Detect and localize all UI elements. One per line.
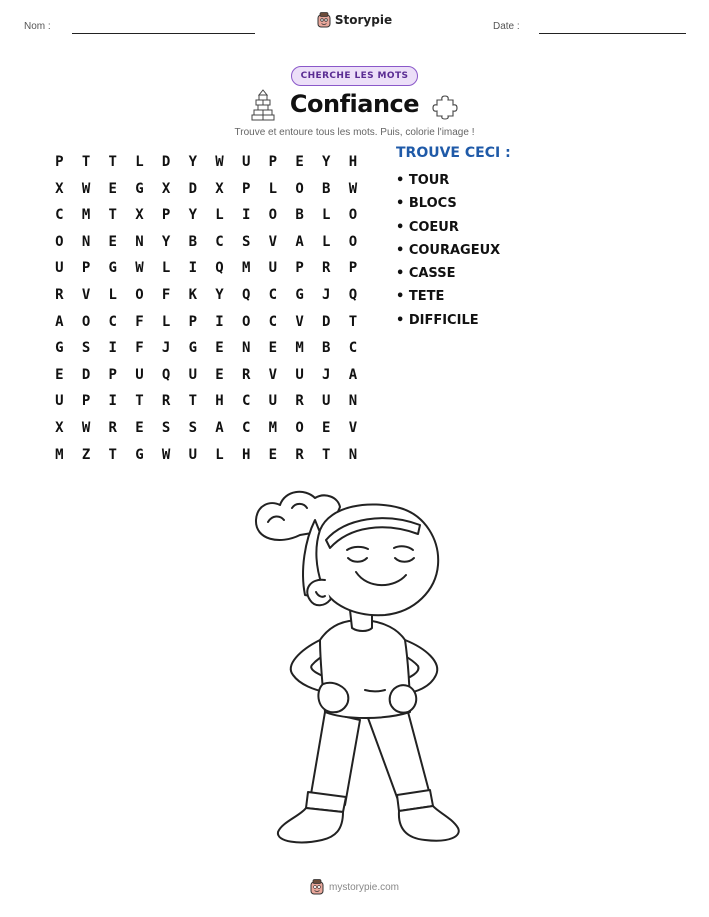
grid-cell[interactable]: D <box>322 313 331 330</box>
grid-cell[interactable]: I <box>188 260 197 277</box>
grid-cell[interactable]: W <box>135 260 144 277</box>
grid-cell[interactable]: I <box>108 393 117 410</box>
grid-cell[interactable]: X <box>161 180 171 197</box>
grid-cell[interactable]: U <box>322 393 331 410</box>
grid-cell[interactable]: W <box>215 154 224 170</box>
grid-cell[interactable]: T <box>322 446 331 463</box>
grid-cell[interactable]: V <box>295 313 304 330</box>
grid-cell[interactable]: U <box>295 366 304 383</box>
grid-cell[interactable]: B <box>322 180 331 197</box>
word-list-title: TROUVE CECI : <box>396 145 511 161</box>
footer-url: mystorypie.com <box>328 881 399 893</box>
grid-cell[interactable]: P <box>348 260 358 277</box>
brand-name: Storypie <box>334 13 393 27</box>
grid-cell[interactable]: Q <box>241 286 251 303</box>
grid-cell[interactable]: W <box>348 180 358 197</box>
grid-cell[interactable]: R <box>161 393 171 410</box>
grid-cell[interactable]: E <box>215 366 224 383</box>
grid-cell[interactable]: J <box>322 366 331 383</box>
grid-cell[interactable]: U <box>188 366 197 383</box>
grid-cell[interactable]: P <box>161 207 171 224</box>
grid-cell[interactable]: B <box>188 233 197 250</box>
grid-cell[interactable]: F <box>135 340 144 357</box>
grid-cell[interactable]: S <box>161 419 171 436</box>
grid-cell[interactable]: C <box>55 207 64 224</box>
grid-cell[interactable]: S <box>241 233 251 250</box>
grid-cell[interactable]: U <box>268 260 278 277</box>
grid-cell[interactable]: T <box>348 313 358 330</box>
page-title: Confiance <box>289 90 420 118</box>
grid-cell[interactable]: C <box>215 233 224 250</box>
grid-cell[interactable]: T <box>188 393 197 410</box>
grid-cell[interactable]: Q <box>161 366 171 383</box>
grid-cell[interactable]: T <box>135 393 144 410</box>
grid-cell[interactable]: D <box>161 154 171 170</box>
grid-cell[interactable]: I <box>241 207 251 224</box>
word-item: • COURAGEUX <box>396 242 501 258</box>
grid-cell[interactable]: E <box>268 446 278 463</box>
grid-cell[interactable]: U <box>135 366 144 383</box>
grid-cell[interactable]: F <box>161 286 171 303</box>
grid-cell[interactable]: B <box>322 340 331 357</box>
grid-cell[interactable]: A <box>295 233 304 250</box>
grid-cell[interactable]: V <box>81 286 91 303</box>
grid-cell[interactable]: E <box>108 233 117 250</box>
grid-cell[interactable]: X <box>215 180 224 197</box>
grid-cell[interactable]: Z <box>81 446 91 463</box>
grid-cell[interactable]: G <box>135 446 144 463</box>
grid-cell[interactable]: M <box>295 340 304 357</box>
grid-cell[interactable]: W <box>81 180 91 197</box>
grid-cell[interactable]: V <box>348 419 358 436</box>
grid-cell[interactable]: W <box>81 419 91 436</box>
grid-cell[interactable]: A <box>55 313 64 330</box>
grid-cell[interactable]: V <box>268 233 278 250</box>
grid-cell[interactable]: U <box>241 154 251 170</box>
instructions-text: Trouve et entoure tous les mots. Puis, colorie l'image ! <box>234 127 475 138</box>
grid-cell[interactable]: A <box>348 366 358 383</box>
grid-cell[interactable]: S <box>81 340 91 357</box>
grid-cell[interactable]: G <box>295 286 304 303</box>
grid-cell[interactable]: N <box>135 233 144 250</box>
grid-cell[interactable]: Y <box>215 286 224 303</box>
grid-cell[interactable]: O <box>135 286 144 303</box>
grid-cell[interactable]: P <box>81 260 91 277</box>
grid-cell[interactable]: R <box>108 419 117 436</box>
name-label: Nom : <box>24 21 51 32</box>
grid-cell[interactable]: X <box>55 419 64 436</box>
grid-cell[interactable]: L <box>215 207 224 224</box>
grid-cell[interactable]: D <box>188 180 197 197</box>
grid-cell[interactable]: E <box>268 340 278 357</box>
word-item: • TETE <box>396 289 445 305</box>
word-item: • COEUR <box>396 219 459 235</box>
grid-cell[interactable]: N <box>348 446 358 463</box>
grid-cell[interactable]: C <box>108 313 117 330</box>
grid-cell[interactable]: E <box>135 419 144 436</box>
grid-cell[interactable]: L <box>268 180 278 197</box>
grid-cell[interactable]: F <box>135 313 144 330</box>
grid-cell[interactable]: Y <box>161 233 171 250</box>
date-label: Date : <box>493 21 520 32</box>
grid-cell[interactable]: L <box>161 260 171 277</box>
grid-cell[interactable]: G <box>55 340 64 357</box>
grid-cell[interactable]: M <box>55 446 64 463</box>
grid-cell[interactable]: L <box>322 207 331 224</box>
grid-cell[interactable]: R <box>55 286 64 303</box>
grid-cell[interactable]: P <box>241 180 251 197</box>
grid-cell[interactable]: L <box>161 313 171 330</box>
grid-cell[interactable]: P <box>268 154 278 170</box>
grid-cell[interactable]: M <box>81 207 91 224</box>
grid-cell[interactable]: O <box>241 313 251 330</box>
grid-cell[interactable]: P <box>295 260 304 277</box>
grid-cell[interactable]: O <box>295 419 304 436</box>
grid-cell[interactable]: C <box>268 286 278 303</box>
grid-cell[interactable]: C <box>268 313 278 330</box>
grid-cell[interactable]: J <box>322 286 331 303</box>
grid-cell[interactable]: S <box>188 419 197 436</box>
grid-cell[interactable]: Q <box>215 260 224 277</box>
badge-text: CHERCHE LES MOTS <box>291 66 419 86</box>
grid-cell[interactable]: X <box>55 180 64 197</box>
grid-cell[interactable]: V <box>268 366 278 383</box>
word-item: • DIFFICILE <box>396 312 479 328</box>
grid-cell[interactable]: R <box>322 260 331 277</box>
grid-cell[interactable]: O <box>295 180 304 197</box>
grid-cell[interactable]: R <box>295 446 304 463</box>
grid-cell[interactable]: I <box>215 313 224 330</box>
grid-cell[interactable]: C <box>348 340 358 357</box>
grid-cell[interactable]: T <box>108 154 117 170</box>
grid-cell[interactable]: U <box>55 260 64 277</box>
puzzle-piece-icon <box>432 94 458 120</box>
grid-cell[interactable]: P <box>55 154 64 170</box>
footer <box>0 879 709 895</box>
girl-coloring-illustration <box>246 488 462 853</box>
grid-cell[interactable]: R <box>241 366 251 383</box>
brand-logo <box>0 12 709 28</box>
date-line <box>539 33 686 34</box>
grid-cell[interactable]: L <box>135 154 144 170</box>
word-list <box>396 172 500 335</box>
grid-cell[interactable]: M <box>241 260 251 277</box>
word-item: • BLOCS <box>396 196 457 212</box>
grid-cell[interactable]: T <box>81 154 91 170</box>
grid-cell[interactable]: L <box>215 446 224 463</box>
name-line <box>72 33 255 34</box>
grid-cell[interactable]: H <box>215 393 224 410</box>
grid-cell[interactable]: I <box>108 340 117 357</box>
grid-cell[interactable]: G <box>108 260 117 277</box>
grid-cell[interactable]: Y <box>188 154 197 170</box>
grid-cell[interactable]: N <box>348 393 358 410</box>
grid-cell[interactable]: Y <box>322 154 331 170</box>
grid-cell[interactable]: O <box>268 207 278 224</box>
grid-cell[interactable]: T <box>108 207 117 224</box>
grid-cell[interactable]: A <box>215 419 224 436</box>
grid-cell[interactable]: C <box>241 419 251 436</box>
storypie-mascot-icon <box>310 879 324 895</box>
grid-cell[interactable]: R <box>295 393 304 410</box>
word-item: • TOUR <box>396 173 450 188</box>
grid-cell[interactable]: Q <box>348 286 358 303</box>
grid-cell[interactable]: M <box>268 419 278 436</box>
grid-cell[interactable]: H <box>241 446 251 463</box>
grid-cell[interactable]: Y <box>188 207 197 224</box>
grid-cell[interactable]: N <box>81 233 91 250</box>
grid-cell[interactable]: P <box>188 313 197 330</box>
grid-cell[interactable]: E <box>215 340 224 357</box>
grid-cell[interactable]: W <box>161 446 171 463</box>
grid-cell[interactable]: O <box>55 233 64 250</box>
grid-cell[interactable]: D <box>81 366 91 383</box>
grid-cell[interactable]: L <box>108 286 117 303</box>
grid-cell[interactable]: L <box>322 233 331 250</box>
grid-cell[interactable]: N <box>241 340 251 357</box>
grid-cell[interactable]: E <box>295 154 304 170</box>
grid-cell[interactable]: E <box>55 366 64 383</box>
grid-cell[interactable]: O <box>348 207 358 224</box>
grid-cell[interactable]: J <box>161 340 171 357</box>
grid-cell[interactable]: U <box>268 393 278 410</box>
grid-cell[interactable]: C <box>241 393 251 410</box>
grid-cell[interactable]: G <box>188 340 197 357</box>
grid-cell[interactable]: P <box>108 366 117 383</box>
grid-cell[interactable]: E <box>108 180 117 197</box>
grid-cell[interactable]: P <box>81 393 91 410</box>
activity-badge <box>0 66 709 86</box>
grid-cell[interactable]: B <box>295 207 304 224</box>
grid-cell[interactable]: X <box>135 207 144 224</box>
grid-cell[interactable]: T <box>108 446 117 463</box>
grid-cell[interactable]: O <box>348 233 358 250</box>
grid-cell[interactable]: U <box>188 446 197 463</box>
grid-cell[interactable]: E <box>322 419 331 436</box>
word-search-grid <box>46 149 366 468</box>
grid-cell[interactable]: G <box>135 180 144 197</box>
grid-cell[interactable]: K <box>188 286 197 303</box>
storypie-mascot-icon <box>317 12 331 28</box>
word-item: • CASSE <box>396 266 456 282</box>
grid-cell[interactable]: O <box>81 313 91 330</box>
grid-cell[interactable]: H <box>348 154 358 170</box>
grid-cell[interactable]: U <box>55 393 64 410</box>
